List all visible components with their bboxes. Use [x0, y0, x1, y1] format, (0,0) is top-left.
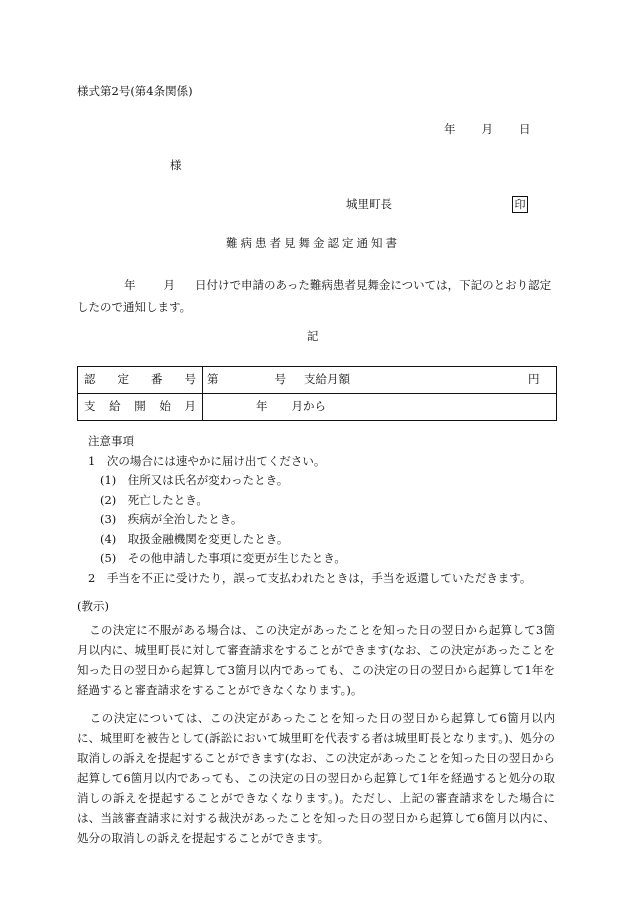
- addressee-suffix: 様: [170, 158, 182, 172]
- list-item: (3) 疾病が全治したとき。: [100, 512, 243, 526]
- list-item: 2 手当を不正に受けたり，誤って支払われたときは，手当を返還していただきます。: [88, 570, 532, 585]
- start-month-label: 支 給 開 始 月: [78, 394, 203, 421]
- list-item: 1 次の場合には速やかに届け出てください。: [88, 453, 326, 468]
- seal-stamp: 印: [512, 196, 528, 213]
- date-month: 月: [481, 122, 493, 136]
- intro-month: 月: [163, 278, 175, 292]
- instruction-paragraph-1: この決定に不服がある場合は、この決定があったことを知った日の翌日から起算して3箇月以内に、城里町長に対して審査請求をすることができます(なお、この決定があったことを知った日の翌日から起算して3箇月以内であっても、この決定の日の翌日から起算して1年を経過すると審査請求をすることができなくなります。)。: [77, 623, 555, 697]
- date-day: 日: [519, 122, 531, 136]
- date-line: [444, 124, 531, 136]
- intro-text: 日付けで申請のあった難病患者見舞金については，下記のとおり認定したので通知します。: [77, 278, 552, 314]
- list-item: (4) 取扱金融機関を変更したとき。: [100, 531, 289, 546]
- list-item: (2) 死亡したとき。: [100, 492, 208, 507]
- date-year: 年: [444, 122, 456, 136]
- instruction-paragraph-2: この決定については、この決定があったことを知った日の翌日から起算して6箇月以内に、城里町を被告として(訴訟において城里町を代表する者は城里町長となります。)、処分の取消しの訴えを提起することができます(なお、この決定があったことを知った日の翌日から起算して6箇月以内であっても、この決定の日の翌日から起算して1年を経過すると処分の取消しの訴えを提起することができなくなります。)。ただし、上記の審査請求をした場合には、当該審査請求に対する裁決があったことを知った日の翌日から起算して6箇月以内に、処分の取消しの訴えを提起することができます。: [77, 711, 555, 845]
- info-table: [77, 366, 557, 421]
- instruction-heading: (教示): [77, 599, 109, 613]
- notes-heading: 注意事項: [88, 434, 134, 448]
- table-row: [78, 367, 557, 394]
- sender-name: 城里町長: [346, 197, 392, 211]
- form-number: 様式第2号(第4条関係): [77, 84, 193, 98]
- list-item: (1) 住所又は氏名が変わったとき。: [100, 473, 289, 487]
- notes-section: [88, 432, 531, 588]
- monthly-amount-label: 支給月額: [304, 372, 350, 387]
- certification-number-value: 第 号 支給月額 円: [203, 367, 557, 394]
- intro-paragraph: [77, 274, 555, 318]
- list-item: (5) その他申請した事項に変更が生じたとき。: [100, 551, 346, 565]
- table-row: [78, 394, 557, 421]
- yen-unit: 円: [528, 372, 540, 387]
- ki-mark: 記: [307, 329, 319, 343]
- certification-number-label: 認 定 番 号: [78, 367, 203, 394]
- start-month-value: 年 月から: [203, 394, 557, 421]
- document-title: 難病患者見舞金認定通知書: [226, 236, 400, 250]
- intro-year: 年: [124, 278, 136, 292]
